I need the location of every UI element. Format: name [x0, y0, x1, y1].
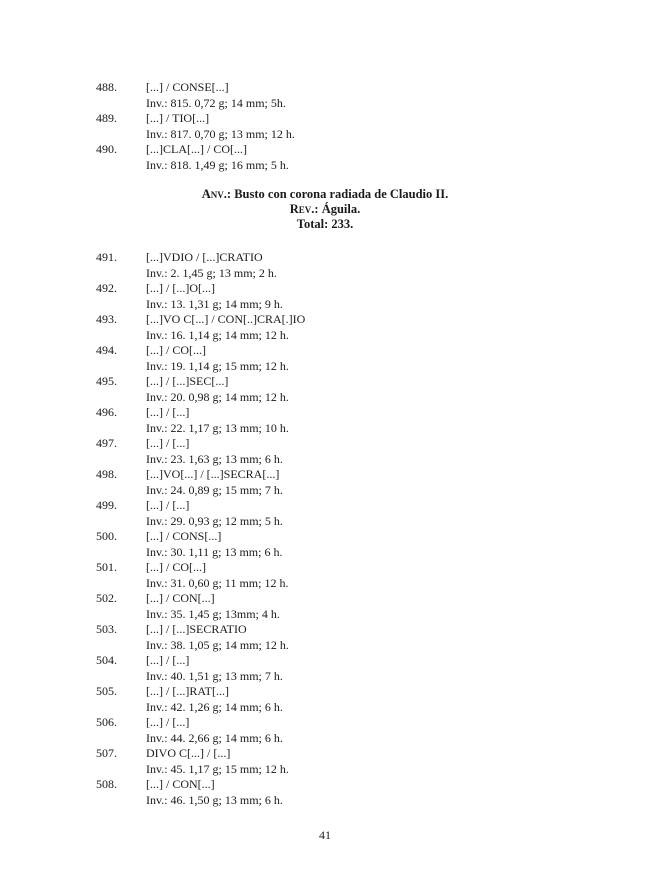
catalog-entry: [0, 529, 650, 560]
entry-number: 495.: [96, 374, 117, 388]
entry-number: 494.: [96, 343, 117, 357]
entry-legend: [...] / [...]RAT[...]: [146, 684, 229, 698]
entry-legend: [...] / CONS[...]: [146, 529, 222, 543]
entry-inventory: Inv.: 818. 1,49 g; 16 mm; 5 h.: [146, 158, 289, 172]
catalog-entry: [0, 467, 650, 498]
catalog-entry: [0, 80, 650, 111]
entry-inventory: Inv.: 29. 0,93 g; 12 mm; 5 h.: [146, 514, 283, 528]
catalog-entry: [0, 684, 650, 715]
entry-inventory: Inv.: 22. 1,17 g; 13 mm; 10 h.: [146, 421, 289, 435]
reverse-text: Águila.: [318, 202, 361, 216]
entry-inventory: Inv.: 20. 0,98 g; 14 mm; 12 h.: [146, 390, 289, 404]
obverse-line: [0, 187, 650, 202]
catalog-entry: [0, 111, 650, 142]
entry-number: 493.: [96, 312, 117, 326]
catalog-entry: [0, 374, 650, 405]
entry-legend: [...]VDIO / [...]CRATIO: [146, 250, 263, 264]
entry-number: 502.: [96, 591, 117, 605]
entry-inventory: Inv.: 46. 1,50 g; 13 mm; 6 h.: [146, 793, 283, 807]
entry-number: 501.: [96, 560, 117, 574]
entry-number: 498.: [96, 467, 117, 481]
entry-legend: [...] / CON[...]: [146, 777, 215, 791]
entry-inventory: Inv.: 44. 2,66 g; 14 mm; 6 h.: [146, 731, 283, 745]
entry-inventory: Inv.: 815. 0,72 g; 14 mm; 5h.: [146, 96, 286, 110]
entry-number: 503.: [96, 622, 117, 636]
entry-inventory: Inv.: 2. 1,45 g; 13 mm; 2 h.: [146, 266, 277, 280]
entry-number: 504.: [96, 653, 117, 667]
entry-inventory: Inv.: 35. 1,45 g; 13mm; 4 h.: [146, 607, 280, 621]
section-heading: [0, 187, 650, 232]
catalog-entry: [0, 498, 650, 529]
entry-number: 490.: [96, 142, 117, 156]
obverse-text: Busto con corona radiada de Claudio II.: [231, 187, 449, 201]
catalog-entry: [0, 653, 650, 684]
entry-legend: [...] / [...]O[...]: [146, 281, 215, 295]
entry-inventory: Inv.: 23. 1,63 g; 13 mm; 6 h.: [146, 452, 283, 466]
obverse-label: Anv.:: [201, 187, 232, 201]
entry-legend: DIVO C[...] / [...]: [146, 746, 231, 760]
reverse-line: [0, 202, 650, 217]
catalog-entry: [0, 405, 650, 436]
entry-inventory: Inv.: 38. 1,05 g; 14 mm; 12 h.: [146, 638, 289, 652]
entry-number: 508.: [96, 777, 117, 791]
entry-legend: [...] / CONSE[...]: [146, 80, 229, 94]
entry-inventory: Inv.: 16. 1,14 g; 14 mm; 12 h.: [146, 328, 289, 342]
catalog-entry: [0, 591, 650, 622]
entry-inventory: Inv.: 30. 1,11 g; 13 mm; 6 h.: [146, 545, 283, 559]
entry-number: 492.: [96, 281, 117, 295]
entry-inventory: Inv.: 45. 1,17 g; 15 mm; 12 h.: [146, 762, 289, 776]
entry-inventory: Inv.: 31. 0,60 g; 11 mm; 12 h.: [146, 576, 289, 590]
entry-legend: [...]CLA[...] / CO[...]: [146, 142, 247, 156]
catalog-entry: [0, 343, 650, 374]
entry-number: 496.: [96, 405, 117, 419]
entry-number: 500.: [96, 529, 117, 543]
entry-number: 507.: [96, 746, 117, 760]
catalog-entry: [0, 715, 650, 746]
entry-legend: [...]VO C[...] / CON[..]CRA[.]IO: [146, 312, 306, 326]
entry-number: 497.: [96, 436, 117, 450]
catalog-block-top: [0, 80, 650, 173]
catalog-entry: [0, 281, 650, 312]
entry-legend: [...] / [...]: [146, 436, 190, 450]
entry-legend: [...] / [...]: [146, 715, 190, 729]
entry-legend: [...] / CO[...]: [146, 560, 206, 574]
entry-legend: [...] / [...]SECRATIO: [146, 622, 247, 636]
entry-legend: [...] / [...]: [146, 653, 190, 667]
entry-inventory: Inv.: 40. 1,51 g; 13 mm; 7 h.: [146, 669, 283, 683]
entry-number: 505.: [96, 684, 117, 698]
entry-legend: [...] / CO[...]: [146, 343, 206, 357]
catalog-entry: [0, 312, 650, 343]
entry-inventory: Inv.: 817. 0,70 g; 13 mm; 12 h.: [146, 127, 295, 141]
catalog-block-main: [0, 250, 650, 808]
catalog-entry: [0, 436, 650, 467]
entry-number: 506.: [96, 715, 117, 729]
catalog-entry: [0, 746, 650, 777]
entry-legend: [...] / TIO[...]: [146, 111, 210, 125]
catalog-entry: [0, 250, 650, 281]
entry-legend: [...] / [...]: [146, 405, 190, 419]
entry-legend: [...] / [...]: [146, 498, 190, 512]
entry-inventory: Inv.: 13. 1,31 g; 14 mm; 9 h.: [146, 297, 283, 311]
total-line: Total: 233.: [296, 217, 354, 231]
entry-inventory: Inv.: 24. 0,89 g; 15 mm; 7 h.: [146, 483, 283, 497]
entry-inventory: Inv.: 19. 1,14 g; 15 mm; 12 h.: [146, 359, 289, 373]
entry-number: 488.: [96, 80, 117, 94]
catalog-entry: [0, 560, 650, 591]
entry-legend: [...]VO[...] / [...]SECRA[...]: [146, 467, 280, 481]
page-number: 41: [319, 828, 331, 842]
catalog-entry: [0, 622, 650, 653]
entry-legend: [...] / CON[...]: [146, 591, 215, 605]
catalog-entry: [0, 777, 650, 808]
catalog-entry: [0, 142, 650, 173]
reverse-label: Rev.:: [289, 202, 319, 216]
entry-legend: [...] / [...]SEC[...]: [146, 374, 229, 388]
entry-number: 499.: [96, 498, 117, 512]
entry-number: 491.: [96, 250, 117, 264]
entry-inventory: Inv.: 42. 1,26 g; 14 mm; 6 h.: [146, 700, 283, 714]
entry-number: 489.: [96, 111, 117, 125]
